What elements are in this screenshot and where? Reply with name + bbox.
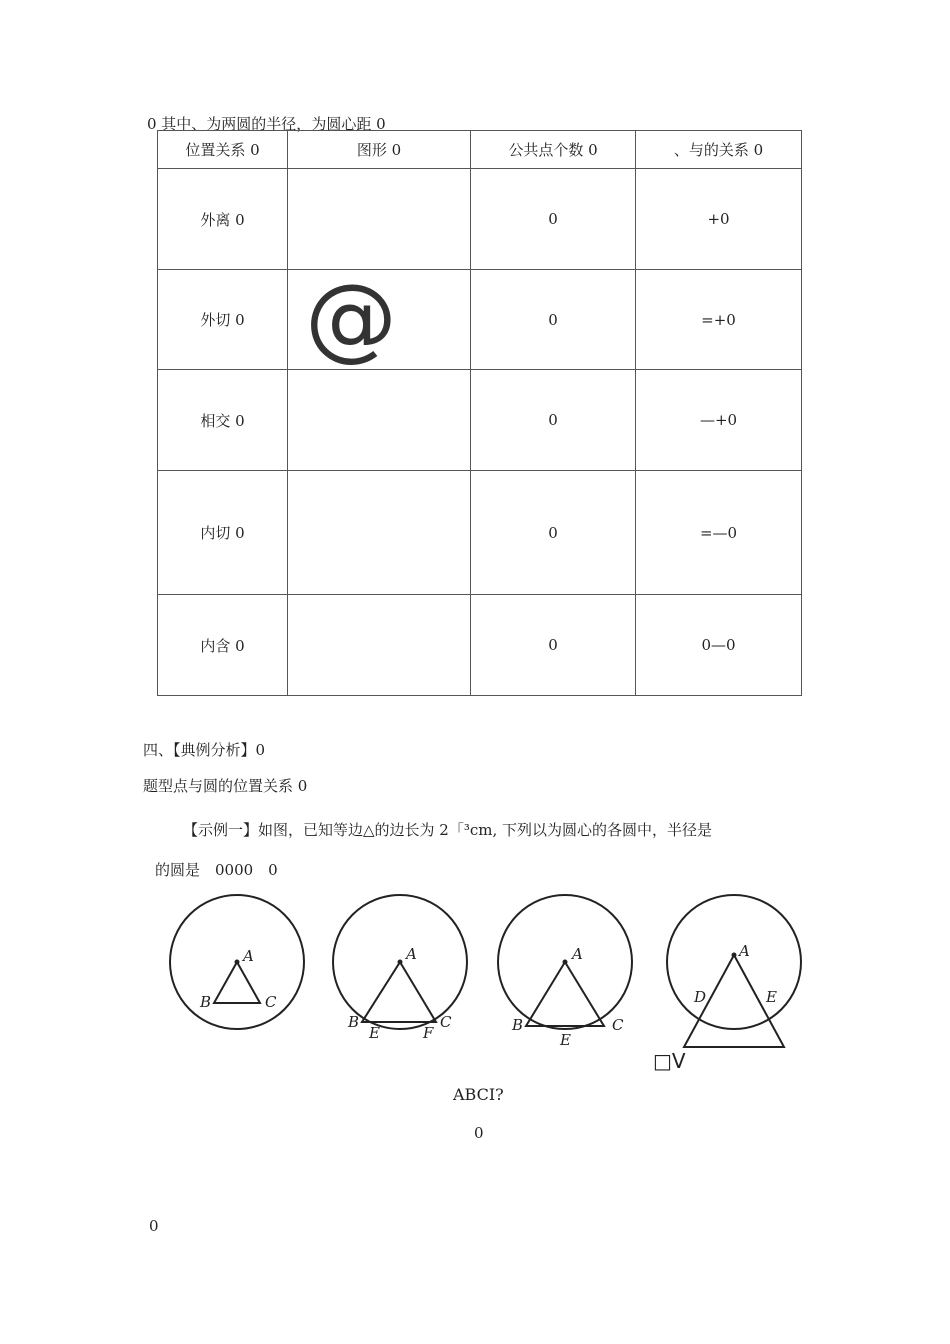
label-e: E <box>369 1024 380 1042</box>
row-figure <box>288 471 471 595</box>
label-d: D <box>694 988 707 1006</box>
section-heading: 四、【典例分析】0 <box>143 741 266 759</box>
label-f: F <box>423 1024 434 1042</box>
table-row <box>158 169 802 270</box>
row-relation: 相交 0 <box>158 370 288 471</box>
footer-zero: 0 <box>149 1217 159 1235</box>
figure-at-symbol: @ <box>305 272 397 368</box>
row-formula: +0 <box>636 169 802 270</box>
label-b: B <box>200 993 212 1011</box>
row-points: 0 <box>471 169 636 270</box>
center-point-d <box>732 953 737 958</box>
table-header-row <box>158 131 802 169</box>
label-c: C <box>612 1016 624 1034</box>
row-relation: 内切 0 <box>158 471 288 595</box>
example-line-1: 【示例一】如图，已知等边△的边长为 2「³cm, 下列以为圆心的各圆中，半径是 <box>183 821 713 839</box>
label-e: E <box>766 988 777 1006</box>
label-a: A <box>406 945 417 963</box>
figure-caption: ABCI? <box>453 1085 504 1104</box>
row-points: 0 <box>471 471 636 595</box>
row-formula: =—0 <box>636 471 802 595</box>
center-point-a <box>235 960 240 965</box>
row-points: 0 <box>471 370 636 471</box>
label-a: A <box>739 942 750 960</box>
example-line-2: 的圆是 0000 0 <box>155 861 278 879</box>
table-row <box>158 595 802 696</box>
answer-mark: □V <box>653 1049 686 1073</box>
row-formula: 0—0 <box>636 595 802 696</box>
center-point-c <box>563 960 568 965</box>
row-figure <box>288 595 471 696</box>
header-figure: 图形 0 <box>288 131 471 169</box>
label-b: B <box>512 1016 524 1034</box>
label-c: C <box>265 993 277 1011</box>
center-point-b <box>398 960 403 965</box>
intro-line: 0 其中、为两圆的半径，为圆心距 0 <box>147 115 386 133</box>
label-a: A <box>572 945 583 963</box>
row-points: 0 <box>471 595 636 696</box>
row-figure <box>288 370 471 471</box>
row-relation: 外切 0 <box>158 270 288 370</box>
header-common-points: 公共点个数 0 <box>471 131 636 169</box>
row-relation: 内含 0 <box>158 595 288 696</box>
label-c: C <box>440 1013 452 1031</box>
row-relation: 外离 0 <box>158 169 288 270</box>
header-formula: 、与的关系 0 <box>636 131 802 169</box>
header-relation: 位置关系 0 <box>158 131 288 169</box>
row-formula: —+0 <box>636 370 802 471</box>
table-row <box>158 370 802 471</box>
row-points: 0 <box>471 270 636 370</box>
table-row <box>158 471 802 595</box>
row-formula: =+0 <box>636 270 802 370</box>
circle-relation-table <box>157 130 802 696</box>
row-figure <box>288 169 471 270</box>
figure-option-d <box>667 895 801 1047</box>
label-a: A <box>243 947 254 965</box>
table-row <box>158 270 802 370</box>
circle-triangle-figures <box>160 890 810 1075</box>
subheading: 题型点与圆的位置关系 0 <box>143 777 308 795</box>
caption-zero: 0 <box>474 1124 484 1142</box>
label-b: B <box>348 1013 360 1031</box>
label-e: E <box>560 1031 571 1049</box>
